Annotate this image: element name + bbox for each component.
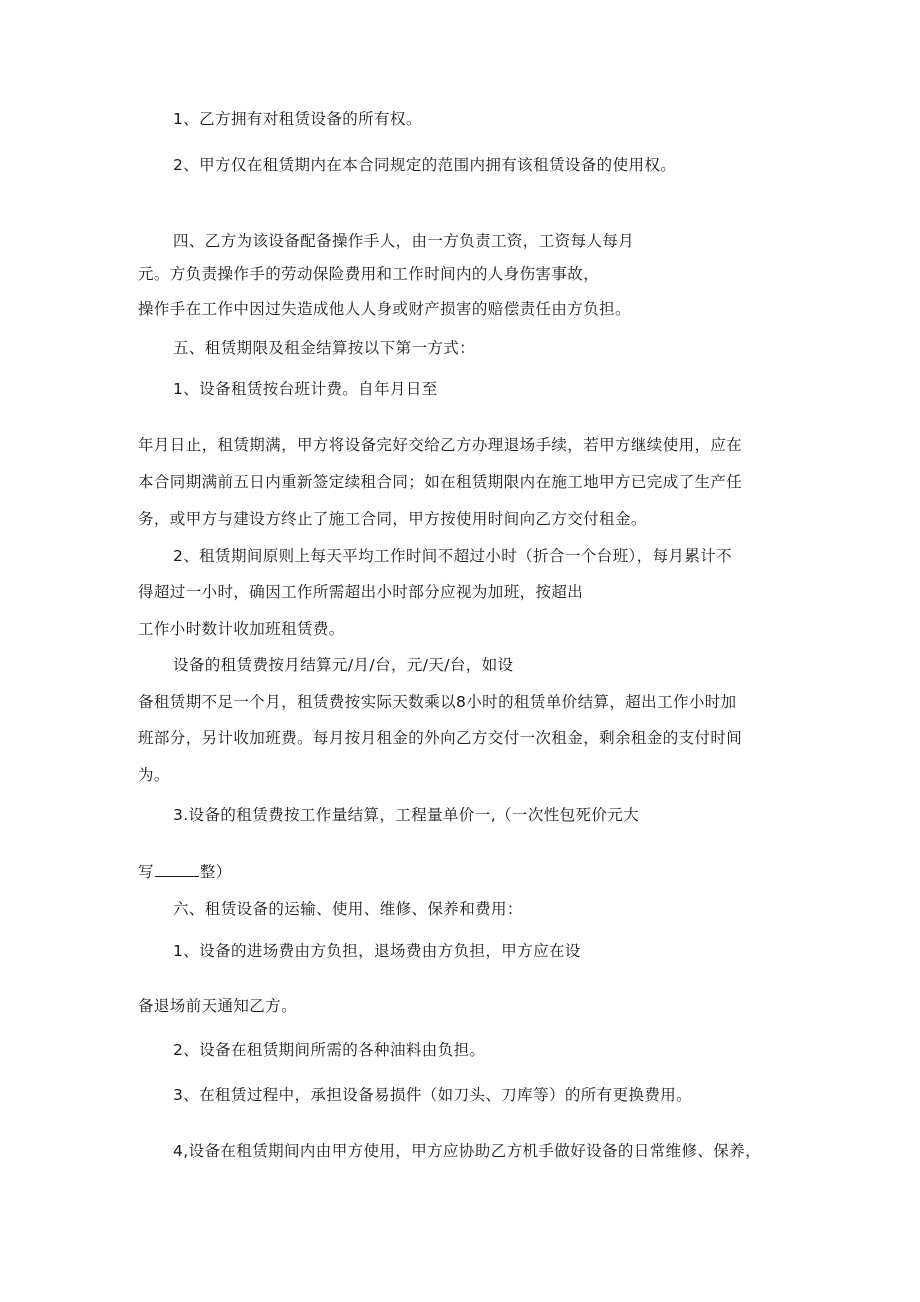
clause-line: 4,设备在租赁期间内由甲方使用，甲方应协助乙方机手做好设备的日常维修、保养， bbox=[173, 1142, 761, 1160]
clause-line: 备租赁期不足一个月，租赁费按实际天数乘以8小时的租赁单价结算，超出工作小时加 bbox=[138, 693, 737, 711]
clause-line: 设备的租赁费按月结算元/月/台，元/天/台，如设 bbox=[173, 656, 514, 674]
clause-heading: 六、租赁设备的运输、使用、维修、保养和费用： bbox=[173, 900, 523, 918]
clause-line: 年月日止，租赁期满，甲方将设备完好交给乙方办理退场手续，若甲方继续使用，应在 bbox=[138, 436, 743, 454]
clause-line: 2、甲方仅在租赁期内在本合同规定的范围内拥有该租赁设备的使用权。 bbox=[173, 156, 677, 174]
clause-line: 得超过一小时，确因工作所需超出小时部分应视为加班，按超出 bbox=[138, 583, 584, 601]
clause-line: 务，或甲方与建设方终止了施工合同，甲方按使用时间向乙方交付租金。 bbox=[138, 510, 647, 528]
clause-line: 备退场前天通知乙方。 bbox=[138, 997, 298, 1015]
clause-line bbox=[138, 862, 232, 882]
clause-line: 为。 bbox=[138, 766, 170, 784]
clause-line: 班部分，另计收加班费。每月按月租金的外向乙方交付一次租金，剩余租金的支付时间 bbox=[138, 729, 743, 747]
clause-line: 1、设备租赁按台班计费。自年月日至 bbox=[173, 380, 438, 398]
clause-heading: 五、租赁期限及租金结算按以下第一方式： bbox=[173, 339, 476, 357]
clause-text: 写 bbox=[138, 863, 154, 881]
clause-line: 工作小时数计收加班租赁费。 bbox=[138, 620, 345, 638]
clause-line: 3、在租赁过程中，承担设备易损件（如刀头、刀库等）的所有更换费用。 bbox=[173, 1086, 693, 1104]
clause-line: 2、租赁期间原则上每天平均工作时间不超过小时（折合一个台班），每月累计不 bbox=[173, 547, 733, 565]
clause-line: 2、设备在租赁期间所需的各种油料由负担。 bbox=[173, 1041, 486, 1059]
clause-line: 3.设备的租赁费按工作量结算，工程量单价一,（一次性包死价元大 bbox=[173, 806, 640, 824]
clause-heading: 四、乙方为该设备配备操作手人，由一方负责工资，工资每人每月 bbox=[173, 232, 635, 250]
clause-line: 元。方负责操作手的劳动保险费用和工作时间内的人身伤害事故， bbox=[138, 265, 600, 283]
clause-line: 操作手在工作中因过失造成他人人身或财产损害的赔偿责任由方负担。 bbox=[138, 300, 631, 318]
clause-line: 1、乙方拥有对租赁设备的所有权。 bbox=[173, 110, 422, 128]
clause-line: 本合同期满前五日内重新签定续租合同；如在租赁期限内在施工地甲方已完成了生产任 bbox=[138, 473, 743, 491]
clause-text: 整） bbox=[199, 863, 232, 881]
blank-underline bbox=[155, 862, 199, 877]
clause-line: 1、设备的进场费由方负担，退场费由方负担，甲方应在设 bbox=[173, 942, 581, 960]
